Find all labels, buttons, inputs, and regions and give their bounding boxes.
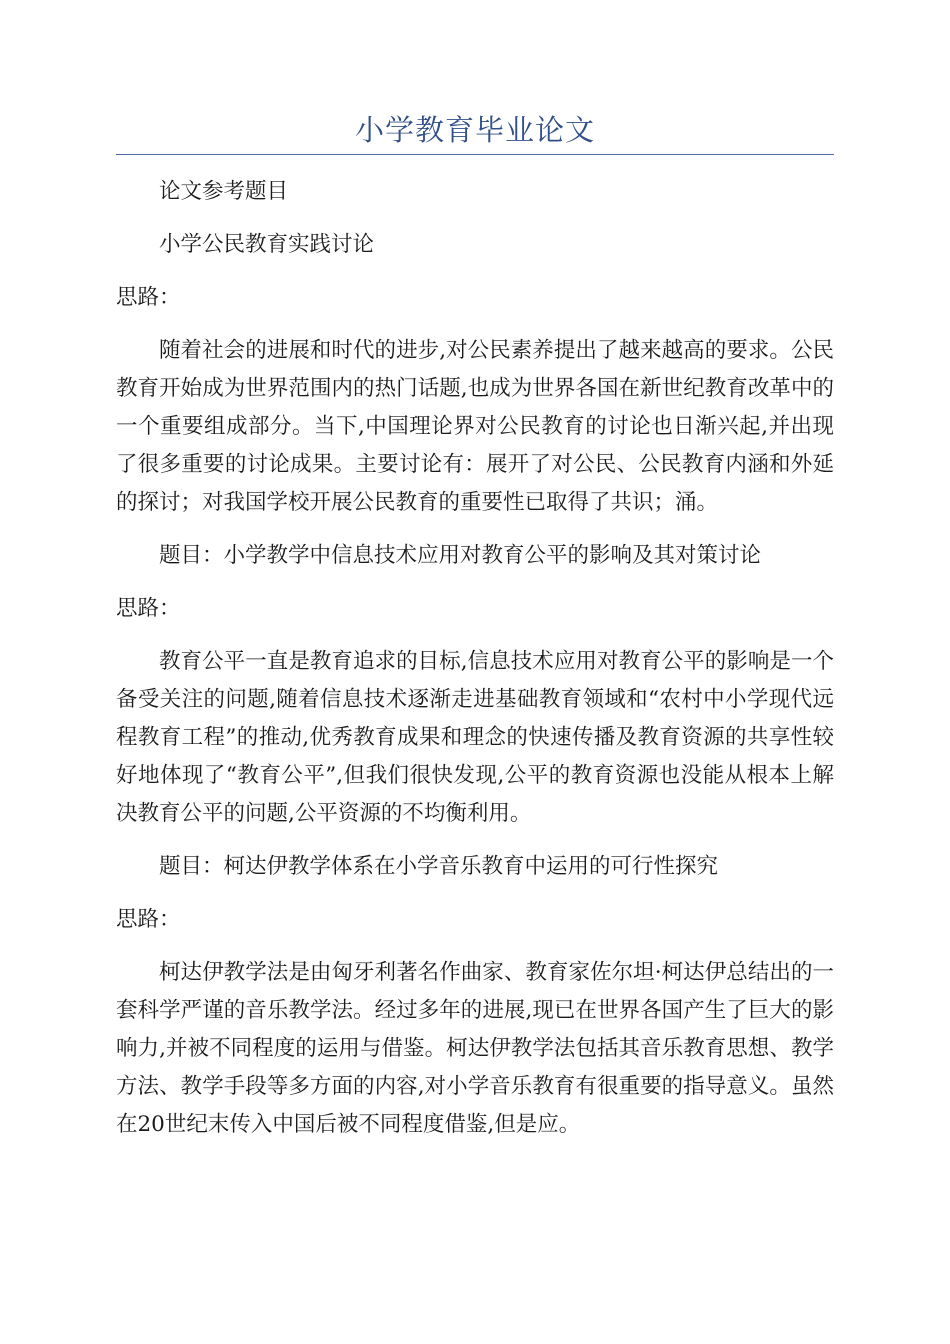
paragraph-topic-2: 题目：小学教学中信息技术应用对教育公平的影响及其对策讨论 [159, 543, 762, 568]
paragraph-topic-1: 小学公民教育实践讨论 [159, 232, 375, 257]
paragraph-topic-3: 题目：柯达伊教学体系在小学音乐教育中运用的可行性探究 [159, 854, 719, 879]
paragraph-approach-label-3: 思路： [116, 907, 181, 932]
paragraph-approach-label-1: 思路： [116, 285, 181, 310]
paragraph-approach-2: 教育公平一直是教育追求的目标,信息技术应用对教育公平的影响是一个备受关注的问题,随着信息技术逐渐走进基础教育领域和“农村中小学现代远程教育工程”的推动,优秀教育成果和理念的快速传播及教育资源的共享性较好地体现了“教育公平”,但我们很快发现,公平的教育资源也没能从根本上解决教育公平的问题,公平资源的不均衡利用。 [116, 649, 834, 826]
title-underline [116, 154, 834, 155]
document-title: 小学教育毕业论文 [354, 113, 595, 147]
paragraph-approach-label-2: 思路： [116, 596, 181, 621]
document-page [116, 110, 834, 1159]
document-body [116, 173, 834, 1144]
paragraph-approach-1: 随着社会的进展和时代的进步,对公民素养提出了越来越高的要求。公民教育开始成为世界范围内的热门话题,也成为世界各国在新世纪教育改革中的一个重要组成部分。当下,中国理论界对公民教育的讨论也日渐兴起,并出现了很多重要的讨论成果。主要讨论有：展开了对公民、公民教育内涵和外延的探讨；对我国学校开展公民教育的重要性已取得了共识；涌。 [116, 338, 834, 515]
paragraph-reference-topics: 论文参考题目 [159, 179, 289, 204]
paragraph-approach-3: 柯达伊教学法是由匈牙利著名作曲家、教育家佐尔坦·柯达伊总结出的一套科学严谨的音乐教学法。经过多年的进展,现已在世界各国产生了巨大的影响力,并被不同程度的运用与借鉴。柯达伊教学法包括其音乐教育思想、教学方法、教学手段等多方面的内容,对小学音乐教育有很重要的指导意义。虽然在20世纪末传入中国后被不同程度借鉴,但是应。 [116, 960, 834, 1137]
